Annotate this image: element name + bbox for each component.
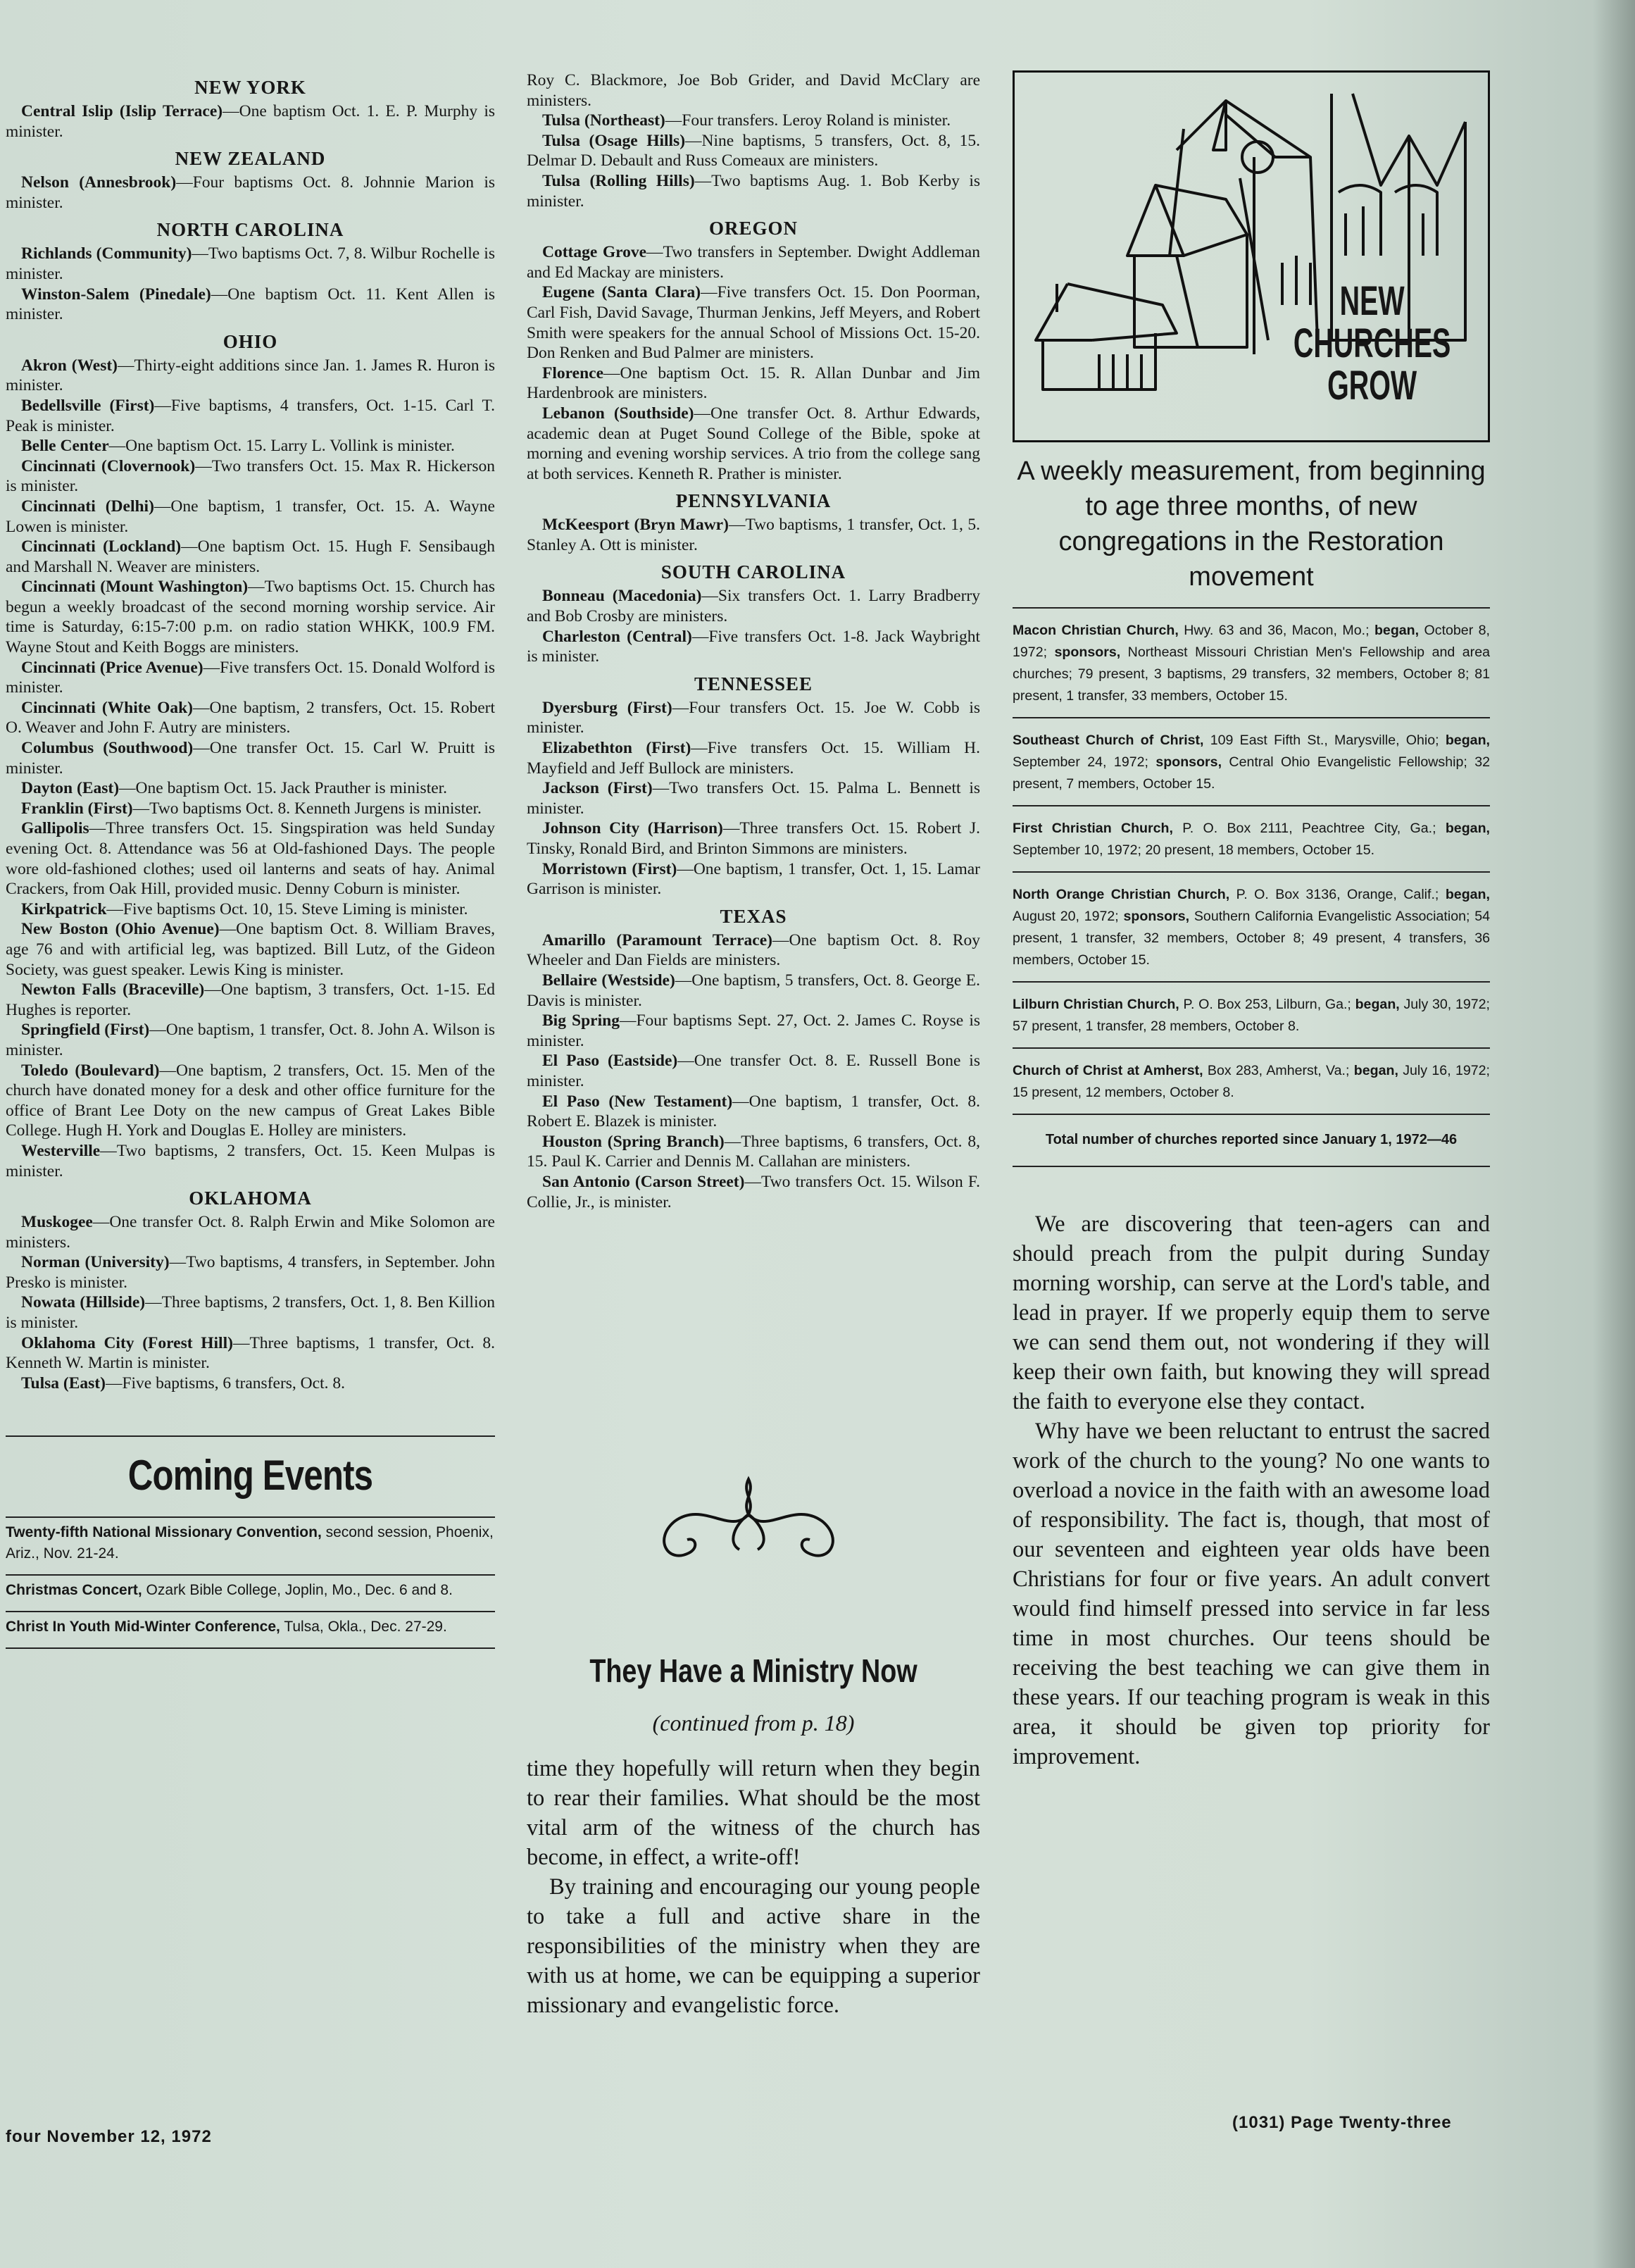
entry-text: —One transfer Oct. 8. Ralph Erwin and Mike Solomon are ministers. [6, 1213, 495, 1252]
sponsors-label: sponsors, [1054, 644, 1121, 660]
church-entry [527, 818, 980, 859]
entry-text: —Two baptisms, 4 transfers, in September. John Presko is minister. [6, 1253, 495, 1292]
church-entry [527, 242, 980, 282]
sponsors-label: sponsors, [1123, 909, 1190, 924]
church-name: Charleston (Central) [542, 627, 692, 646]
church-name: Tulsa (Osage Hills) [542, 131, 686, 150]
new-churches-logo [1013, 70, 1490, 442]
church-entry [527, 1051, 980, 1091]
church-name: Dayton (East) [21, 779, 120, 798]
entry-text: —One baptism, 2 transfers, Oct. 15. Robert O. Weaver and John F. Autry are ministers. [6, 698, 495, 737]
church-entry [527, 1011, 980, 1051]
church-name: Houston (Spring Branch) [542, 1132, 725, 1151]
church-entry [6, 738, 495, 778]
state-heading: TENNESSEE [694, 673, 813, 694]
church-name: Nowata (Hillside) [21, 1293, 146, 1312]
measurement-caption: A weekly measurement, from beginning to age three months, of new congregations in the Restoration movement [1017, 456, 1486, 592]
entry-text: —Three transfers Oct. 15. Singspiration was held Sunday evening Oct. 8. Attendance was 56 at Old-fashioned Days. The people wore old-fashioned clothes; used oil lanterns and seats of hay. Animal Crackers, from Oak Hill, provided music. Denny Coburn is minister. [6, 819, 495, 899]
began-text: October 8, 1972; [1013, 623, 1490, 660]
church-name: Bonneau (Macedonia) [542, 587, 702, 606]
church-name: New Boston (Ohio Avenue) [21, 920, 220, 939]
church-name: Johnson City (Harrison) [542, 819, 723, 838]
church-name: Gallipolis [21, 819, 89, 838]
entry-text: —Thirty-eight additions since Jan. 1. James R. Huron is minister. [6, 356, 495, 395]
church-name: Florence [542, 363, 604, 382]
began-text: September 10, 1972; 20 present, 18 members, October 15. [1013, 842, 1375, 858]
entry-text: —Six transfers Oct. 1. Larry Bradberry and Bob Crosby are ministers. [527, 587, 980, 626]
church-entry [6, 285, 495, 325]
church-entry [6, 698, 495, 738]
entry-text: —Five transfers Oct. 15. William H. Mayfield and Jeff Bullock are ministers. [527, 739, 980, 778]
church-name: Tulsa (Rolling Hills) [542, 171, 695, 190]
column-new-churches [1013, 70, 1490, 1771]
church-entry [527, 131, 980, 171]
church-name: Tulsa (East) [21, 1373, 106, 1392]
entry-text: —Two baptisms, 2 transfers, Oct. 15. Keen Mulpas is minister. [6, 1141, 495, 1180]
church-entry [527, 859, 980, 899]
church-entry [6, 658, 495, 698]
sponsors-text: Central Ohio Evangelistic Fellowship; 32 present, 7 members, October 15. [1013, 754, 1491, 792]
entry-text: —One baptism, 1 transfer, Oct. 8. Robert E. Blazek is minister. [527, 1092, 980, 1131]
church-entry [6, 1333, 495, 1373]
event-item [6, 1612, 495, 1649]
church-address: P. O. Box 2111, Peachtree City, Ga.; [1172, 821, 1446, 836]
entry-text: —One baptism Oct. 1. E. P. Murphy is minister. [6, 102, 495, 141]
page-edge-shadow [1593, 0, 1635, 2268]
state-heading: NEW YORK [194, 77, 306, 98]
state-heading: NORTH CAROLINA [156, 219, 344, 241]
coming-events-title: Coming Events [127, 1452, 373, 1500]
entry-text: —Three baptisms, 2 transfers, Oct. 1, 8. Ben Killion is minister. [6, 1293, 495, 1333]
entry-text: —One transfer Oct. 8. E. Russell Bone is minister. [527, 1052, 980, 1090]
church-name: Cincinnati (Mount Washington) [21, 578, 249, 597]
church-address: P. O. Box 3136, Orange, Calif.; [1229, 887, 1446, 902]
church-name: Toledo (Boulevard) [21, 1061, 160, 1080]
church-name: San Antonio (Carson Street) [542, 1172, 745, 1191]
church-entry [527, 1132, 980, 1172]
church-entry [527, 778, 980, 818]
entry-text: —One baptism, 2 transfers, Oct. 15. Men of the church have donated money for a desk and other office furniture for the office of Brant Lee Doty on the new campus of Great Lakes Bible College. Hugh H. York and Douglas E. Holley are ministers. [6, 1061, 495, 1140]
new-church-entry [1013, 871, 1490, 981]
church-name: Springfield (First) [21, 1021, 150, 1040]
entry-text: —Four baptisms Oct. 8. Johnnie Marion is minister. [6, 173, 495, 212]
entry-text: —One baptism Oct. 15. Hugh F. Sensibaugh and Marshall N. Weaver are ministers. [6, 537, 495, 576]
church-name: Amarillo (Paramount Terrace) [542, 930, 772, 949]
article-title: They Have a Ministry Now [589, 1652, 917, 1689]
church-entry [527, 971, 980, 1011]
state-heading: SOUTH CAROLINA [660, 561, 846, 583]
entry-text: —Four transfers. Leroy Roland is minister. [665, 111, 951, 130]
church-entry [6, 1141, 495, 1181]
church-name: Macon Christian Church, [1013, 623, 1179, 638]
entry-text: —Two baptisms Oct. 15. Church has begun a weekly broadcast of the second morning worship service. Air time is Saturday, 6:15-7:00 p.m. on radio station WHKK, 100.9 FM. Wayne Stout and Keith Boggs are ministers. [6, 578, 495, 657]
church-entry [6, 778, 495, 799]
church-name: Kirkpatrick [21, 899, 107, 918]
began-text: September 24, 1972; [1013, 754, 1156, 770]
church-name: Akron (West) [21, 356, 118, 375]
church-entry [527, 586, 980, 626]
church-entry [6, 919, 495, 980]
entry-text: —Three baptisms, 1 transfer, Oct. 8. Kenneth W. Martin is minister. [6, 1333, 495, 1373]
church-name: Cincinnati (Clovernook) [21, 456, 196, 475]
entry-text: —One baptism, 1 transfer, Oct. 15. A. Wayne Lowen is minister. [6, 497, 495, 536]
church-entry [6, 1252, 495, 1292]
entry-text: —One baptism Oct. 15. Larry L. Vollink is minister. [108, 437, 455, 456]
church-entry [527, 515, 980, 555]
began-label: began, [1353, 1063, 1398, 1078]
church-entry [6, 173, 495, 213]
sponsors-text: Southern California Evangelistic Association; 54 present, 1 transfer, 32 members, October 8; 49 present, 4 transfers, 36 members, October 15. [1013, 909, 1490, 968]
church-name: Lilburn Christian Church, [1013, 997, 1179, 1012]
new-church-entry [1013, 717, 1490, 805]
church-name: Cincinnati (Price Avenue) [21, 658, 203, 677]
sponsors-text: Northeast Missouri Christian Men's Fellowship and area churches; 79 present, 3 baptisms, 29 transfers, 32 members, October 8; 81 present, 1 transfer, 33 members, October 15. [1013, 644, 1490, 704]
sponsors-label: sponsors, [1155, 754, 1222, 770]
new-church-entry [1013, 805, 1490, 871]
church-address: Hwy. 63 and 36, Macon, Mo.; [1178, 623, 1374, 638]
logo-text: NEW CHURCHES GROW [1293, 278, 1451, 409]
divider [6, 1435, 495, 1437]
church-name: Eugene (Santa Clara) [542, 283, 701, 302]
footer-date: four November 12, 1972 [6, 2127, 212, 2146]
church-entry [527, 627, 980, 667]
event-details: Ozark Bible College, Joplin, Mo., Dec. 6 and 8. [142, 1582, 453, 1599]
body-paragraph: We are discovering that teen-agers can and should preach from the pulpit during Sunday morning worship, can serve at the Lord's table, and lead in prayer. If we properly equip them to serve we can send them out, not wondering if they will keep their own faith, but knowing they will spread the faith to everyone else they contact. [1013, 1211, 1490, 1414]
church-name: Oklahoma City (Forest Hill) [21, 1333, 233, 1352]
church-name: Central Islip (Islip Terrace) [21, 102, 223, 120]
church-name: Newton Falls (Braceville) [21, 980, 205, 999]
church-name: Elizabethton (First) [542, 739, 691, 758]
continued-entry: Roy C. Blackmore, Joe Bob Grider, and David McClary are ministers. [527, 71, 980, 110]
church-name: Tulsa (Northeast) [542, 111, 665, 130]
entry-text: —Five baptisms Oct. 10, 15. Steve Liming is minister. [106, 899, 468, 918]
entry-text: —One baptism Oct. 15. Jack Prauther is minister. [119, 779, 448, 798]
event-item [6, 1576, 495, 1612]
church-name: Columbus (Southwood) [21, 739, 194, 758]
state-heading: NEW ZEALAND [175, 148, 326, 170]
church-entry [527, 363, 980, 404]
church-entry [6, 818, 495, 899]
entry-text: —Two transfers Oct. 15. Wilson F. Collie, Jr., is minister. [527, 1172, 980, 1211]
church-name: Lebanon (Southside) [542, 404, 694, 423]
church-entry [527, 282, 980, 363]
church-name: Belle Center [21, 437, 109, 456]
church-name: El Paso (Eastside) [542, 1052, 678, 1071]
church-address: 109 East Fifth St., Marysville, Ohio; [1203, 733, 1446, 748]
entry-text: —Two transfers Oct. 15. Palma L. Bennett is minister. [527, 779, 980, 818]
state-heading: OKLAHOMA [189, 1188, 312, 1209]
church-name: Cincinnati (White Oak) [21, 698, 193, 717]
entry-text: —Four baptisms Sept. 27, Oct. 2. James C. Royse is minister. [527, 1011, 980, 1050]
church-entry [6, 1212, 495, 1252]
entry-text: —Five transfers Oct. 15. Don Poorman, Carl Fish, David Savage, Thurman Jenkins, Jeff Meyers, and Robert Smith were speakers for the annual School of Missions Oct. 15-20. Don Renken and Bud Palmer are ministers. [527, 283, 980, 363]
church-address: P. O. Box 253, Lilburn, Ga.; [1179, 997, 1355, 1012]
began-label: began, [1355, 997, 1400, 1012]
footer-page-number: (1031) Page Twenty-three [1232, 2113, 1452, 2132]
churches-total: Total number of churches reported since January 1, 1972—46 [1013, 1114, 1490, 1167]
church-name: First Christian Church, [1013, 821, 1173, 836]
entry-text: —One baptism Oct. 15. R. Allan Dunbar and Jim Hardenbrook are ministers. [527, 363, 980, 403]
church-entry [6, 244, 495, 284]
event-name: Twenty-fifth National Missionary Convention, [6, 1524, 322, 1541]
article-paragraph: By training and encouraging our young people to take a full and active share in the responsibilities of the ministry when they are with us at home, we can be equipping a superior missionary and evangelistic force. [527, 1874, 980, 2018]
state-heading: PENNSYLVANIA [675, 490, 832, 512]
news-sections-2 [527, 111, 980, 1212]
church-entry [527, 404, 980, 484]
church-name: Muskogee [21, 1213, 93, 1232]
entry-text: —One baptism, 5 transfers, Oct. 8. George E. Davis is minister. [527, 971, 980, 1010]
began-label: began, [1445, 821, 1490, 836]
entry-text: —Two baptisms Oct. 8. Kenneth Jurgens is minister. [132, 799, 482, 818]
entry-text: —Nine baptisms, 5 transfers, Oct. 8, 15. Delmar D. Debault and Russ Comeaux are ministers. [527, 131, 981, 170]
church-name: North Orange Christian Church, [1013, 887, 1230, 902]
entry-text: —One baptism, 3 transfers, Oct. 1-15. Ed Hughes is reporter. [6, 980, 495, 1019]
entry-text: —Five transfers Oct. 15. Donald Wolford is minister. [6, 658, 495, 697]
new-churches-list [1013, 607, 1490, 1114]
began-text: July 16, 1972; 15 present, 12 members, October 8. [1013, 1063, 1490, 1100]
new-church-entry [1013, 607, 1490, 717]
church-name: El Paso (New Testament) [542, 1092, 733, 1111]
body-paragraph: Why have we been reluctant to entrust the sacred work of the church to the young? No one wants to overload a novice in the faith with an awesome load of responsibility. The fact is, though, that most of our seventeen and eighteen year olds have been Christians for four or five years. An adult convert would find himself pressed into service in far less time in most churches. Our teens should be receiving the best teaching we can give them in these years. If our teaching program is weak in this area, it should be given top priority for improvement. [1013, 1419, 1490, 1769]
entry-text: —One baptism, 1 transfer, Oct. 8. John A. Wilson is minister. [6, 1021, 495, 1059]
events-list [6, 1518, 495, 1649]
church-entry [6, 396, 495, 436]
article-body [527, 1754, 980, 2020]
church-entry [527, 738, 980, 778]
entry-text: —Two baptisms Oct. 7, 8. Wilbur Rochelle is minister. [6, 244, 495, 283]
church-entry [527, 171, 980, 211]
church-entry [527, 930, 980, 971]
church-entry [6, 1292, 495, 1333]
church-entry [527, 111, 980, 131]
entry-text: —Four transfers Oct. 15. Joe W. Cobb is minister. [527, 698, 980, 737]
entry-text: —One baptism Oct. 8. William Braves, age 76 and with artificial leg, was baptized. Bill Lutz, of the Gideon Society, was guest speaker. Lewis King is minister. [6, 920, 495, 979]
began-label: began, [1445, 887, 1490, 902]
entry-text: —Two transfers Oct. 15. Max R. Hickerson is minister. [6, 456, 495, 496]
entry-text: —Two baptisms, 1 transfer, Oct. 1, 5. Stanley A. Ott is minister. [527, 516, 980, 554]
new-church-entry [1013, 981, 1490, 1047]
church-name: Dyersburg (First) [542, 698, 672, 717]
church-name: Big Spring [542, 1011, 620, 1030]
entry-text: —Five baptisms, 4 transfers, Oct. 1-15. Carl T. Peak is minister. [6, 396, 495, 435]
church-entry [6, 899, 495, 920]
church-name: Bellaire (Westside) [542, 971, 675, 990]
entry-text: —One baptism Oct. 11. Kent Allen is minister. [6, 285, 495, 324]
event-details: second session, Phoenix, Ariz., Nov. 21-24. [6, 1524, 494, 1562]
church-name: Church of Christ at Amherst, [1013, 1063, 1203, 1078]
church-entry [527, 698, 980, 738]
event-name: Christ In Youth Mid-Winter Conference, [6, 1619, 280, 1635]
church-entry [6, 537, 495, 577]
church-entry [6, 577, 495, 657]
church-name: Nelson (Annesbrook) [21, 173, 177, 192]
church-address: Box 283, Amherst, Va.; [1203, 1063, 1354, 1078]
entry-text: —Two baptisms Aug. 1. Bob Kerby is minister. [527, 171, 980, 211]
church-name: Cincinnati (Lockland) [21, 537, 182, 556]
church-entry [6, 1061, 495, 1141]
entry-text: —Five transfers Oct. 1-8. Jack Waybright is minister. [527, 627, 980, 666]
church-entry [6, 980, 495, 1020]
church-entry [6, 436, 495, 456]
entry-text: —One transfer Oct. 8. Arthur Edwards, academic dean at Puget Sound College of the Bible, spoke at morning and evening worship services. A trio from the college sang at both services. Kenneth R. Prather is minister. [527, 404, 980, 483]
entry-text: —Three baptisms, 6 transfers, Oct. 8, 15. Paul K. Carrier and Dennis M. Callahan are ministers. [527, 1132, 980, 1171]
event-name: Christmas Concert, [6, 1582, 142, 1599]
church-name: Westerville [21, 1141, 101, 1160]
church-name: Winston-Salem (Pinedale) [21, 285, 211, 304]
entry-text: —One transfer Oct. 15. Carl W. Pruitt is minister. [6, 739, 496, 778]
article-paragraph: time they hopefully will return when they begin to rear their families. What should be the most vital arm of the witness of the church has become, in effect, a write-off! [527, 1756, 980, 1870]
entry-text: —Three transfers Oct. 15. Robert J. Tinsky, Ronald Bird, and Brinton Simmons are ministers. [527, 819, 981, 858]
state-heading: OREGON [708, 218, 798, 239]
church-name: Cincinnati (Delhi) [21, 497, 154, 516]
entry-text: —Two transfers in September. Dwight Addleman and Ed Mackay are ministers. [527, 243, 980, 282]
church-entry [6, 456, 495, 497]
church-name: Morristown (First) [542, 859, 677, 878]
church-name: Richlands (Community) [21, 244, 192, 263]
began-label: began, [1445, 733, 1490, 748]
church-entry [6, 1020, 495, 1060]
state-heading: OHIO [223, 330, 278, 352]
state-heading: TEXAS [720, 905, 787, 927]
church-name: Jackson (First) [542, 779, 653, 798]
began-text: August 20, 1972; [1013, 909, 1124, 924]
church-entry [6, 356, 495, 396]
news-sections-1 [6, 76, 495, 1393]
began-text: July 30, 1972; 57 present, 1 transfer, 28 members, October 8. [1013, 997, 1490, 1034]
continued-note: (continued from p. 18) [652, 1710, 855, 1736]
church-name: Franklin (First) [21, 799, 133, 818]
church-entry [6, 101, 495, 142]
church-entry [6, 497, 495, 537]
began-label: began, [1374, 623, 1420, 638]
entry-text: —One baptism Oct. 8. Roy Wheeler and Dan Fields are ministers. [527, 930, 980, 970]
column-news-1 [6, 70, 495, 1649]
church-name: Bedellsville (First) [21, 396, 155, 415]
ornament-flourish-icon [646, 1472, 851, 1578]
church-name: Cottage Grove [542, 243, 647, 262]
church-name: Southeast Church of Christ, [1013, 733, 1204, 748]
entry-text: —Five baptisms, 6 transfers, Oct. 8. [105, 1373, 345, 1392]
church-entry [527, 1172, 980, 1212]
new-church-entry [1013, 1047, 1490, 1114]
church-entry [6, 1373, 495, 1394]
church-name: Norman (University) [21, 1253, 170, 1272]
church-entry [6, 799, 495, 819]
event-item [6, 1518, 495, 1576]
event-details: Tulsa, Okla., Dec. 27-29. [280, 1619, 447, 1635]
church-entry [527, 1092, 980, 1132]
entry-text: —One baptism, 1 transfer, Oct. 1, 15. Lamar Garrison is minister. [527, 859, 980, 899]
column-news-2 [527, 70, 980, 1212]
church-name: McKeesport (Bryn Mawr) [542, 516, 729, 535]
